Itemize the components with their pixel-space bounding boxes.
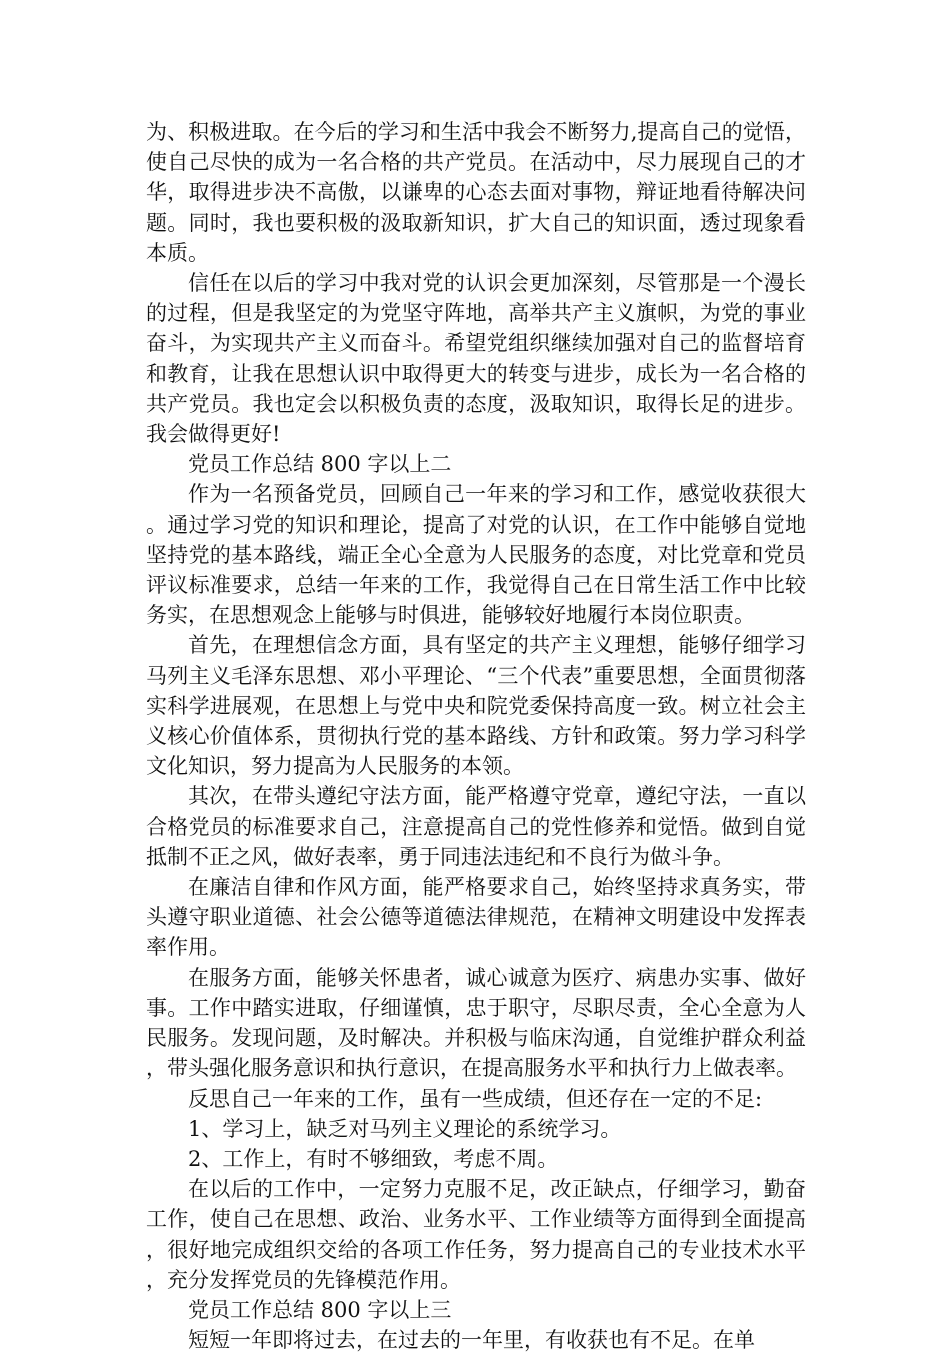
paragraph-9: 在以后的工作中，一定努力克服不足，改正缺点，仔细学习，勤奋工作，使自己在思想、政治、业务水平、工作业绩等方面得到全面提高，很好地完成组织交给的各项工作任务，努力提高自己的专业技术水平，充分发挥党员的先锋模范作用。 bbox=[146, 1177, 806, 1292]
section-heading-2: 党员工作总结 800 字以上二 bbox=[188, 452, 452, 477]
paragraph-2: 信任在以后的学习中我对党的认识会更加深刻，尽管那是一个漫长的过程，但是我坚定的为党坚守阵地，高举共产主义旗帜，为党的事业奋斗，为实现共产主义而奋斗。希望党组织继续加强对自己的监督培育和教育，让我在思想认识中取得更大的转变与进步，成长为一名合格的共产党员。我也定会以积极负责的态度，汲取知识，取得长足的进步。我会做得更好! bbox=[146, 271, 806, 447]
list-item-1: 1、学习上，缺乏对马列主义理论的系统学习。 bbox=[188, 1116, 622, 1141]
paragraph-6: 在廉洁自律和作风方面，能严格要求自己，始终坚持求真务实，带头遵守职业道德、社会公德等道德法律规范，在精神文明建设中发挥表率作用。 bbox=[146, 875, 806, 960]
paragraph-5: 其次，在带头遵纪守法方面，能严格遵守党章，遵纪守法，一直以合格党员的标准要求自己，注意提高自己的党性修养和觉悟。做到自觉抵制不正之风，做好表率，勇于同违法违纪和不良行为做斗争。 bbox=[146, 784, 806, 869]
section-heading-3: 党员工作总结 800 字以上三 bbox=[188, 1297, 452, 1322]
document-body bbox=[146, 117, 806, 1355]
paragraph-1: 为、积极进取。在今后的学习和生活中我会不断努力,提高自己的觉悟，使自己尽快的成为一名合格的共产党员。在活动中，尽力展现自己的才华，取得进步决不高傲，以谦卑的心态去面对事物，辩证地看待解决问题。同时，我也要积极的汲取新知识，扩大自己的知识面，透过现象看本质。 bbox=[146, 120, 806, 265]
paragraph-10: 短短一年即将过去，在过去的一年里，有收获也有不足。在单 bbox=[188, 1328, 755, 1353]
list-item-2: 2、工作上，有时不够细致，考虑不周。 bbox=[188, 1146, 559, 1171]
paragraph-3: 作为一名预备党员，回顾自己一年来的学习和工作，感觉收获很大。通过学习党的知识和理论，提高了对党的认识，在工作中能够自觉地坚持党的基本路线，端正全心全意为人民服务的态度，对比党章和党员评议标准要求，总结一年来的工作，我觉得自己在日常生活工作中比较务实，在思想观念上能够与时俱进，能够较好地履行本岗位职责。 bbox=[146, 482, 806, 628]
paragraph-8: 反思自己一年来的工作，虽有一些成绩，但还存在一定的不足: bbox=[188, 1086, 763, 1111]
paragraph-4: 首先，在理想信念方面，具有坚定的共产主义理想，能够仔细学习马列主义毛泽东思想、邓小平理论、“三个代表”重要思想，全面贯彻落实科学进展观，在思想上与党中央和院党委保持高度一致。树立社会主义核心价值体系，贯彻执行党的基本路线、方针和政策。努力学习科学文化知识，努力提高为人民服务的本领。 bbox=[146, 633, 806, 779]
paragraph-7: 在服务方面，能够关怀患者，诚心诚意为医疗、病患办实事、做好事。工作中踏实进取，仔细谨慎，忠于职守，尽职尽责，全心全意为人民服务。发现问题，及时解决。并积极与临床沟通，自觉维护群众利益，带头强化服务意识和执行意识，在提高服务水平和执行力上做表率。 bbox=[146, 965, 806, 1081]
